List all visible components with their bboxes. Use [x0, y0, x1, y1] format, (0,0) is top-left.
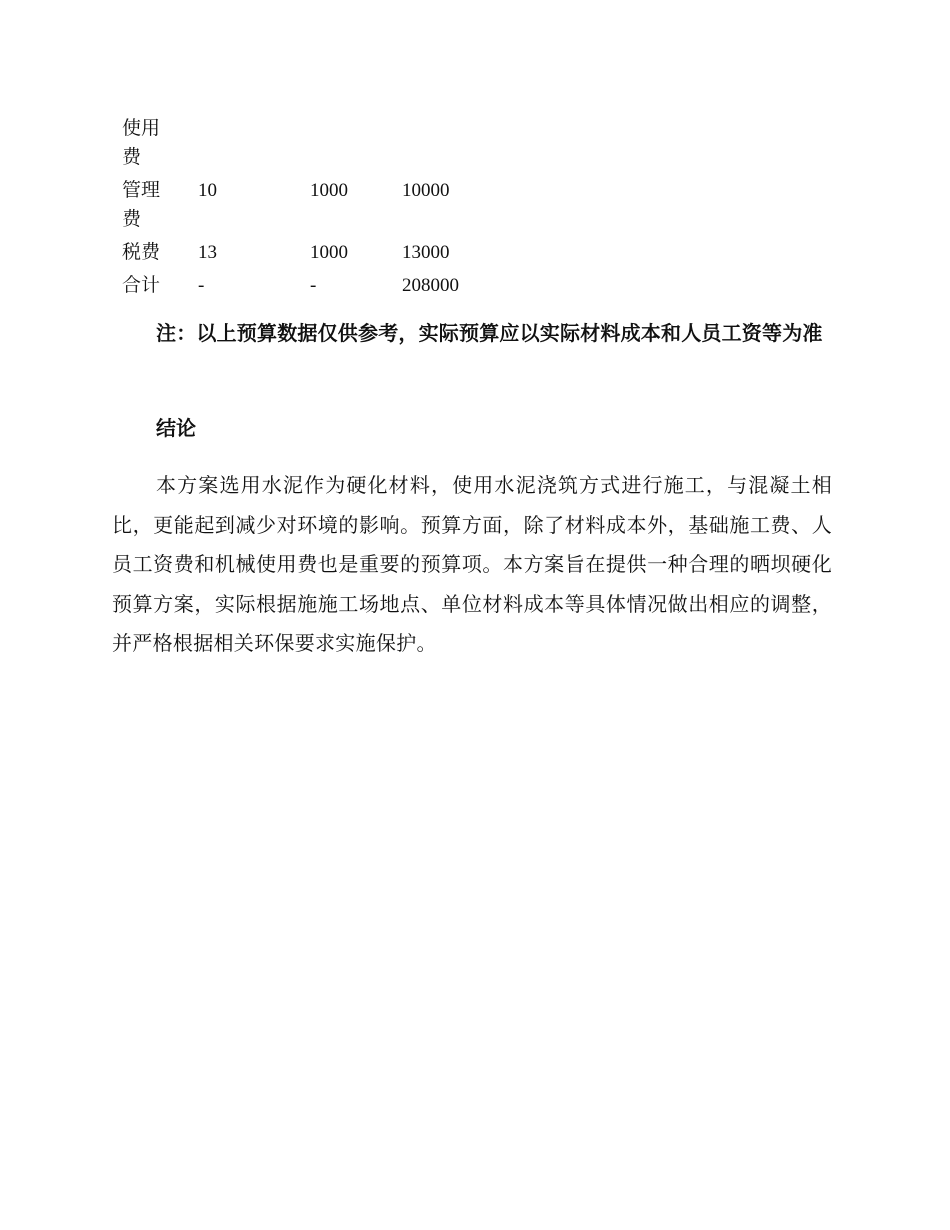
- item-cell: 合计: [122, 274, 161, 296]
- total-cell: [402, 114, 502, 176]
- rate-cell: [198, 114, 310, 176]
- price-cell: -: [310, 275, 317, 296]
- table-row: [116, 114, 502, 176]
- total-cell: 10000: [402, 180, 450, 201]
- price-cell: 1000: [310, 180, 348, 201]
- total-cell: 13000: [402, 242, 450, 263]
- total-cell: 208000: [402, 275, 459, 296]
- table-row: [116, 238, 502, 271]
- budget-table: [116, 114, 502, 304]
- rate-cell: 13: [198, 242, 217, 263]
- price-cell: 1000: [310, 242, 348, 263]
- rate-cell: 10: [198, 180, 217, 201]
- section-heading: 结论: [156, 416, 196, 440]
- item-cell: 管理费: [122, 179, 161, 230]
- item-cell: 使用费: [122, 117, 161, 168]
- table-row: [116, 271, 502, 304]
- table-row: [116, 176, 502, 238]
- item-cell: 税费: [122, 241, 161, 263]
- budget-note: 注：以上预算数据仅供参考，实际预算应以实际材料成本和人员工资等为准: [156, 321, 823, 345]
- price-cell: [310, 114, 402, 176]
- rate-cell: -: [198, 275, 205, 296]
- conclusion-paragraph: 本方案选用水泥作为硬化材料，使用水泥浇筑方式进行施工，与混凝土相比，更能起到减少对环境的影响。预算方面，除了材料成本外，基础施工费、人员工资费和机械使用费也是重要的预算项。本方案旨在提供一种合理的晒坝硬化预算方案，实际根据施施工场地点、单位材料成本等具体情况做出相应的调整，并严格根据相关环保要求实施保护。: [112, 473, 832, 655]
